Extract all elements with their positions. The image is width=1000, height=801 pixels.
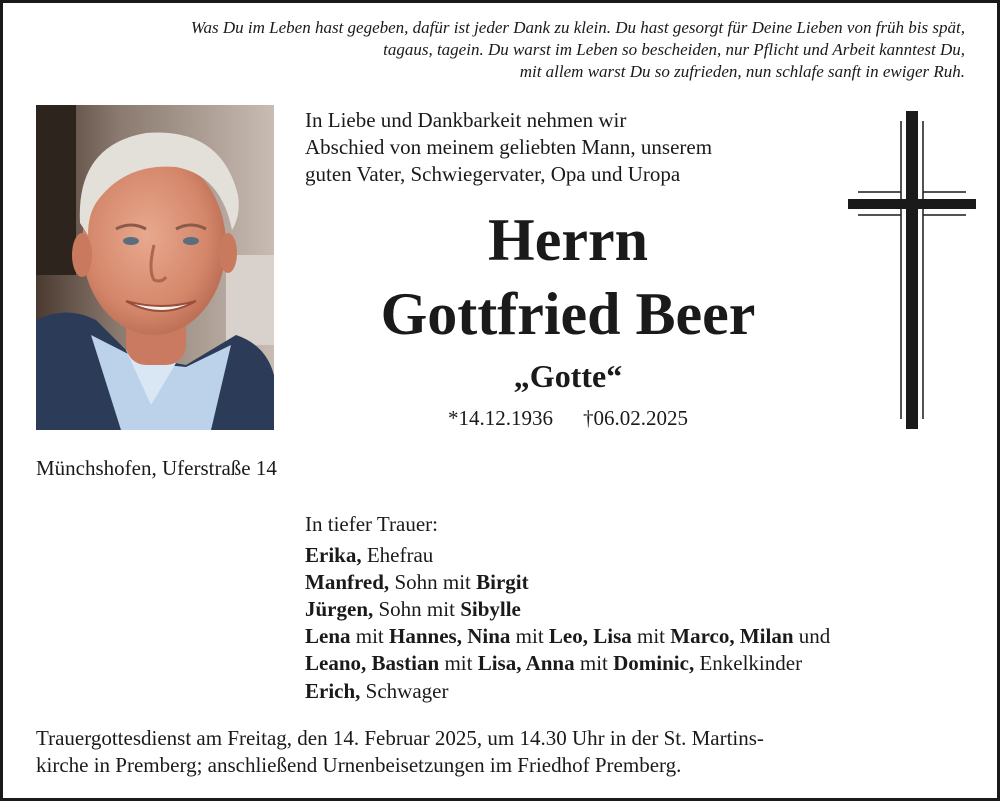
life-dates bbox=[303, 403, 833, 433]
mourner-line: Manfred, Sohn mit Birgit bbox=[305, 570, 529, 595]
intro-line: guten Vater, Schwiegervater, Opa und Uropa bbox=[305, 162, 681, 186]
service-line: kirche in Premberg; anschließend Urnenbeisetzungen im Friedhof Premberg. bbox=[36, 753, 682, 777]
intro-text bbox=[305, 107, 712, 188]
poem-line: tagaus, tagein. Du warst im Leben so bescheiden, nur Pflicht und Arbeit kanntest Du, bbox=[383, 40, 965, 59]
poem-line: Was Du im Leben hast gegeben, dafür ist jeder Dank zu klein. Du hast gesorgt für Deine Lieben von früh bis spät, bbox=[190, 18, 965, 37]
mourner-line: Jürgen, Sohn mit Sibylle bbox=[305, 597, 521, 622]
deceased-name: Gottfried Beer bbox=[380, 281, 756, 347]
address: Münchshofen, Uferstraße 14 bbox=[36, 456, 277, 480]
mourners-heading: In tiefer Trauer: bbox=[305, 512, 438, 536]
service-line: Trauergottesdienst am Freitag, den 14. Februar 2025, um 14.30 Uhr in der St. Martins- bbox=[36, 726, 764, 750]
cross-icon bbox=[848, 111, 976, 429]
mourner-line: Erich, Schwager bbox=[305, 678, 449, 703]
portrait-photo bbox=[36, 105, 274, 430]
intro-line: Abschied von meinem geliebten Mann, unserem bbox=[305, 135, 713, 159]
mourners-list bbox=[305, 511, 830, 705]
poem-line: mit allem warst Du so zufrieden, nun schlafe sanft in ewiger Ruh. bbox=[519, 62, 965, 81]
memorial-poem bbox=[25, 17, 965, 83]
deceased-nickname: „Gotte“ bbox=[513, 358, 623, 394]
mourner-line: Lena mit Hannes, Nina mit Leo, Lisa mit Marco, Milan und bbox=[305, 624, 831, 649]
mourner-line: Erika, Ehefrau bbox=[305, 543, 434, 568]
death-date: †06.02.2025 bbox=[583, 406, 688, 430]
birth-date: *14.12.1936 bbox=[448, 406, 553, 430]
mourner-line: Leano, Bastian mit Lisa, Anna mit Dominic, Enkelkinder bbox=[305, 651, 803, 676]
service-info bbox=[36, 725, 764, 779]
intro-line: In Liebe und Dankbarkeit nehmen wir bbox=[305, 108, 627, 132]
salutation: Herrn bbox=[488, 207, 648, 273]
